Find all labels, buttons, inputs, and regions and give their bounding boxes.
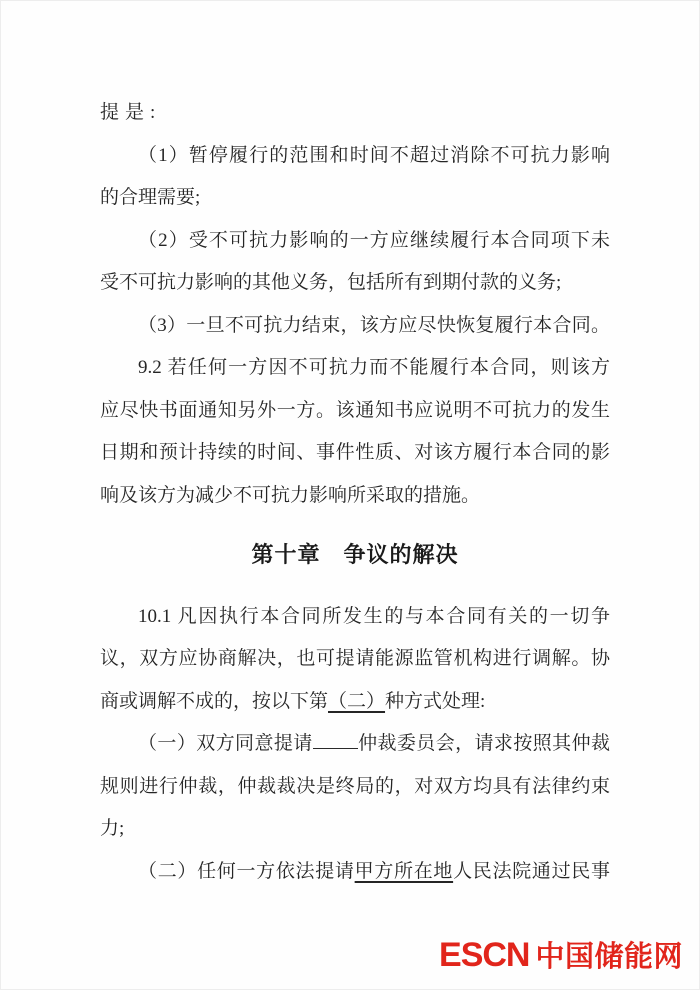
- document-body: [100, 92, 610, 893]
- body-line: 议，双方应协商解决，也可提请能源监管机构进行调解。协: [100, 648, 610, 669]
- underlined-fill-in: 甲方所在地: [354, 860, 454, 882]
- body-line: [100, 681, 610, 724]
- escn-logo: [439, 938, 683, 972]
- body-line: 规则进行仲裁，仲裁裁决是终局的，对双方均具有法律约束: [100, 775, 610, 797]
- escn-logo-chinese: 中国储能网: [535, 941, 683, 973]
- body-line: 日期和预计持续的时间、事件性质、对该方履行本合同的影: [100, 442, 610, 463]
- line-text: 人民法院通过民事: [453, 860, 610, 882]
- body-line: [100, 723, 610, 766]
- chapter-heading: 第十章 争议的解决: [251, 542, 459, 567]
- escn-logo-latin: ESCN: [439, 936, 530, 974]
- body-line: 的合理需要;: [100, 187, 201, 208]
- line-text: 种方式处理:: [385, 690, 486, 712]
- line-text: 商或调解不成的，按以下第: [100, 690, 329, 712]
- body-line: 力;: [100, 818, 125, 839]
- line-text: 仲裁委员会，请求按照其仲裁: [357, 733, 610, 754]
- body-line: 10.1 凡因执行本合同所发生的与本合同有关的一切争: [138, 605, 610, 627]
- body-line: （3）一旦不可抗力结束，该方应尽快恢复履行本合同。: [138, 314, 610, 336]
- body-line: 应尽快书面通知另外一方。该通知书应说明不可抗力的发生: [100, 399, 610, 421]
- body-line: 响及该方为减少不可抗力影响所采取的措施。: [100, 484, 481, 506]
- line-text: （二）任何一方依法提请: [138, 860, 355, 882]
- body-line: 受不可抗力影响的其他义务，包括所有到期付款的义务;: [100, 272, 562, 293]
- body-line: 9.2 若任何一方因不可抗力而不能履行本合同，则该方: [138, 357, 610, 378]
- body-line: （1）暂停履行的范围和时间不超过消除不可抗力影响: [138, 144, 610, 166]
- line-text: （一）双方同意提请: [138, 733, 313, 754]
- fill-in-blank: [313, 748, 358, 749]
- underlined-choice: （二）: [328, 690, 386, 712]
- body-line: （2）受不可抗力影响的一方应继续履行本合同项下未: [138, 229, 610, 251]
- body-line: [100, 851, 610, 894]
- body-line: 提是:: [100, 102, 162, 123]
